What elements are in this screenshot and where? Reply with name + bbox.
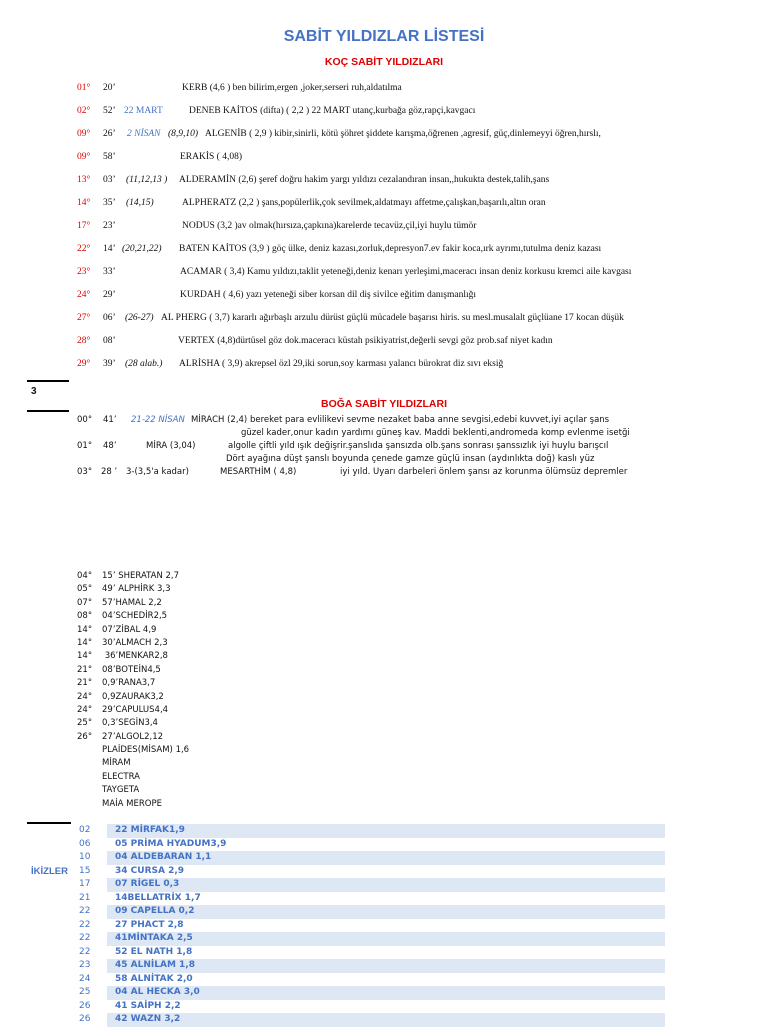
description: NODUS (3,2 )av olmak(hırsıza,çapkına)karelerde tecavüz,çil,iyi huylu tümör xyxy=(182,221,477,231)
degree: 10 xyxy=(79,852,91,862)
house-numbers: (8,9,10) xyxy=(168,129,199,139)
degree: 09° xyxy=(77,129,91,139)
table-row xyxy=(77,946,665,960)
description: KURDAH ( 4,6) yazı yeteneği siber korsan dil diş sivilce eğitim danışmanlığı xyxy=(180,290,477,300)
minute: 52’ xyxy=(103,106,116,116)
list-item xyxy=(77,583,189,596)
degree: 22 xyxy=(79,906,91,916)
minute: 39’ xyxy=(103,359,116,369)
list-item xyxy=(77,798,189,811)
page-title: SABİT YILDIZLAR LİSTESİ xyxy=(283,28,485,45)
ikizler-label: İKİZLER xyxy=(31,866,68,877)
koc-star-row xyxy=(0,81,768,95)
degree: 26 xyxy=(79,1000,91,1011)
minute: 06’ xyxy=(103,313,116,323)
degree: 23 xyxy=(79,960,91,970)
minute: 14’ xyxy=(103,244,116,254)
description: ALGENİB ( 2,9 ) kibir,sinirli, kötü şöhret şiddete karışma,öğrenen ,agresif, güç,dinlemeyyi öğren,hırslı, xyxy=(205,129,601,139)
degree: 05° xyxy=(77,584,93,595)
minute: 41’ xyxy=(103,415,117,425)
minute: 20’ xyxy=(103,83,116,93)
degree: 17 xyxy=(79,879,91,889)
star-entry: 34 CURSA 2,9 xyxy=(115,865,185,876)
description-cont: Dört ayağına düşt şanslı boyunda çenede gamze güçlü insan (aydınlıkta doğ) kaslı yüz xyxy=(226,454,595,464)
star-entry: 15’ SHERATAN 2,7 xyxy=(102,571,180,581)
minute: 26’ xyxy=(103,129,116,139)
description: iyi yıld. Uyarı darbeleri önlem şansı az korunma ölümsüz depremler xyxy=(340,467,628,477)
table-row xyxy=(77,932,665,946)
degree: 14° xyxy=(77,624,93,635)
star-entry: 22 MİRFAK1,9 xyxy=(107,824,665,838)
star-entry: 0,9’RANA3,7 xyxy=(102,678,156,689)
degree: 03° xyxy=(77,467,93,477)
table-row xyxy=(77,919,665,933)
minute: 29’ xyxy=(103,290,116,300)
star-entry: 30’ALMACH 2,3 xyxy=(102,637,168,648)
star-name: MESARTHİM ( 4,8) xyxy=(220,467,297,477)
list-item xyxy=(77,650,189,663)
koc-star-row xyxy=(0,311,768,325)
table-row xyxy=(77,865,665,879)
table-row xyxy=(77,1013,665,1027)
table-row xyxy=(77,959,665,973)
koc-star-row xyxy=(0,196,768,210)
star-entry: 41 SAİPH 2,2 xyxy=(115,1000,181,1011)
star-entry: 57’HAMAL 2,2 xyxy=(102,597,162,608)
degree: 24° xyxy=(77,290,91,300)
degree: 21 xyxy=(79,892,91,903)
description: MİRACH (2,4) bereket para evlilikevi sevme nezaket baba anne sevgisi,edebi kuvvet,iyi açılar şans xyxy=(191,415,610,425)
star-entry: 04’SCHEDİR2,5 xyxy=(102,611,168,622)
degree: 26° xyxy=(77,731,93,742)
table-row xyxy=(77,1000,665,1014)
star-entry: 49’ ALPHİRK 3,3 xyxy=(102,584,171,595)
section-divider-line xyxy=(27,822,71,824)
list-item xyxy=(77,624,189,637)
degree: 25° xyxy=(77,718,93,729)
degree: 25 xyxy=(79,987,91,997)
star-entry: 05 PRİMA HYADUM3,9 xyxy=(115,838,227,849)
star-entry: 08’BOTEİN4,5 xyxy=(102,664,161,675)
star-entry: 09 CAPELLA 0,2 xyxy=(107,905,665,919)
house-numbers: (26-27) xyxy=(125,313,154,323)
degree: 02° xyxy=(77,106,91,116)
degree: 22 xyxy=(79,933,91,943)
degree: 24 xyxy=(79,973,91,984)
degree: 28° xyxy=(77,336,91,346)
description: ACAMAR ( 3,4) Kamu yıldızı,taklit yeteneği,deniz kenarı yerleşimi,maceracı insan deniz korkusu kremci aile kavgası xyxy=(180,267,632,277)
degree: 14° xyxy=(77,651,93,662)
star-entry: 27’ALGOL2,12 xyxy=(102,731,164,742)
list-item xyxy=(77,664,189,677)
list-item xyxy=(77,597,189,610)
minute: 23’ xyxy=(103,221,116,231)
table-row xyxy=(77,838,665,852)
degree: 07° xyxy=(77,597,93,608)
star-entry: 36’MENKAR2,8 xyxy=(102,651,168,662)
table-row xyxy=(77,905,665,919)
degree: 22 xyxy=(79,946,91,957)
description: ALPHERATZ (2,2 ) şans,popülerlik,çok sevilmek,aldatmayı affetme,çalışkan,başarılı,altın oran xyxy=(182,198,546,208)
degree: 14° xyxy=(77,198,91,208)
list-item xyxy=(77,691,189,704)
star-entry: MİRAM xyxy=(102,758,131,769)
koc-star-row xyxy=(0,127,768,141)
description: KERB (4,6 ) ben bilirim,ergen ,joker,serseri ruh,aldatılma xyxy=(182,83,402,93)
date: 2 NİSAN xyxy=(127,129,161,139)
degree: 29° xyxy=(77,359,91,369)
ikizler-star-table xyxy=(77,824,665,1027)
page-break-line xyxy=(27,380,69,382)
list-item xyxy=(77,784,189,797)
list-item xyxy=(77,771,189,784)
degree: 06 xyxy=(79,838,91,849)
date: 21-22 NİSAN xyxy=(131,415,185,425)
degree: 14° xyxy=(77,637,93,648)
description: ALDERAMİN (2,6) şeref doğru hakim yargı yıldızı cezalandıran insan,,hukukta destek,talih,şans xyxy=(179,175,550,185)
degree: 26 xyxy=(79,1014,91,1024)
list-item xyxy=(77,610,189,623)
degree: 02 xyxy=(79,825,91,835)
star-entry: 04 ALDEBARAN 1,1 xyxy=(107,851,665,865)
boga-row-mirach xyxy=(0,414,768,427)
minute: 48’ xyxy=(103,441,117,451)
degree: 04° xyxy=(77,571,93,581)
degree: 22° xyxy=(77,244,91,254)
table-row xyxy=(77,986,665,1000)
page-number: 3 xyxy=(31,386,37,397)
minute: 58’ xyxy=(103,152,116,162)
star-entry: PLAİDES(MİSAM) 1,6 xyxy=(102,745,190,756)
description: ALRİSHA ( 3,9) akrepsel özl 29,iki sorun,soy karması yalancı bürokrat diz sıvı eksiğ xyxy=(179,359,504,369)
table-row xyxy=(77,892,665,906)
description-cont: güzel kader,onur kadın yardımı güneş kav. Maddi beklenti,andromeda komp evlenme isetği xyxy=(241,428,630,438)
description: AL PHERG ( 3,7) kararlı ağırbaşlı arzulu dürüst güçlü mücadele başarısı hiris. su mesl.musalalt güçlüane 17 kocan düşük xyxy=(161,313,624,323)
list-item xyxy=(77,677,189,690)
star-entry: 07’ZİBAL 4,9 xyxy=(102,624,157,635)
degree: 13° xyxy=(77,175,91,185)
star-entry: 0,3’SEGİN3,4 xyxy=(102,718,158,729)
degree: 01° xyxy=(77,83,91,93)
list-item xyxy=(77,757,189,770)
house-numbers: (14,15) xyxy=(126,198,154,208)
house-numbers: 3-(3,5'a kadar) xyxy=(126,467,189,477)
star-entry: 42 WAZN 3,2 xyxy=(107,1013,665,1027)
page-break-line xyxy=(27,410,69,412)
star-entry: 45 ALNİLAM 1,8 xyxy=(107,959,665,973)
koc-star-row xyxy=(0,357,768,371)
description: DENEB KAİTOS (difta) ( 2,2 ) 22 MART utanç,kurbağa göz,rapçi,kavgacı xyxy=(189,106,476,116)
list-item xyxy=(77,704,189,717)
boga-row-mira xyxy=(0,440,768,453)
list-item xyxy=(77,731,189,744)
description: VERTEX (4,8)dürtüsel göz dok.maceracı küstah psikiyatrist,değerli sevgi göz prob.saf niyet kadın xyxy=(178,336,553,346)
description: ERAKİS ( 4,08) xyxy=(180,152,243,162)
star-entry: 0,9ZAURAK3,2 xyxy=(102,691,164,702)
boga-star-list xyxy=(77,570,189,811)
minute: 03’ xyxy=(103,175,116,185)
house-numbers: (11,12,13 ) xyxy=(126,175,168,185)
star-entry: 58 ALNİTAK 2,0 xyxy=(115,973,193,984)
house-numbers: (20,21,22) xyxy=(122,244,162,254)
boga-section-heading: BOĞA SABİT YILDIZLARI xyxy=(321,398,447,410)
star-entry: 04 AL HECKA 3,0 xyxy=(107,986,665,1000)
date: 22 MART xyxy=(124,106,163,116)
star-entry: 14BELLATRİX 1,7 xyxy=(115,892,201,903)
star-entry: ELECTRA xyxy=(102,771,140,782)
star-name: MİRA (3,04) xyxy=(146,441,196,451)
koc-section-heading: KOÇ SABİT YILDIZLARI xyxy=(324,56,444,68)
minute: 08’ xyxy=(103,336,116,346)
star-entry: 41MİNTAKA 2,5 xyxy=(107,932,665,946)
koc-star-row xyxy=(0,265,768,279)
koc-star-row xyxy=(0,173,768,187)
minute: 35’ xyxy=(103,198,116,208)
degree: 15 xyxy=(79,865,91,876)
minute: 33’ xyxy=(103,267,116,277)
degree: 21° xyxy=(77,678,93,689)
table-row xyxy=(77,851,665,865)
koc-star-row xyxy=(0,219,768,233)
star-entry: 52 EL NATH 1,8 xyxy=(115,946,193,957)
list-item xyxy=(77,570,189,583)
boga-row-mesarthim xyxy=(0,466,768,479)
degree: 17° xyxy=(77,221,91,231)
degree: 24° xyxy=(77,704,93,715)
koc-star-row xyxy=(0,288,768,302)
star-entry: MAİA MEROPE xyxy=(102,798,162,809)
house-numbers: (28 alab.) xyxy=(125,359,163,369)
boga-row-mirach-cont xyxy=(0,427,768,440)
description: algolle çiftli yıld ışık değişrir.şanslıda şansızda olb.şans sonrası şanssızlık iyi huylu barışcıl xyxy=(228,441,609,451)
koc-star-row xyxy=(0,150,768,164)
koc-star-row xyxy=(0,242,768,256)
degree: 27° xyxy=(77,313,91,323)
degree: 00° xyxy=(77,415,93,425)
koc-star-row xyxy=(0,104,768,118)
list-item xyxy=(77,717,189,730)
star-entry: 29’CAPULUS4,4 xyxy=(102,704,169,715)
star-entry: TAYGETA xyxy=(102,785,140,796)
degree: 08° xyxy=(77,611,93,622)
degree: 21° xyxy=(77,664,93,675)
list-item xyxy=(77,744,189,757)
table-row xyxy=(77,878,665,892)
description: BATEN KAİTOS (3,9 ) göç ülke, deniz kazası,zorluk,depresyon7.ev fakir koca,ırk ayrımı,tutulma deniz kazası xyxy=(179,244,602,254)
degree: 22 xyxy=(79,919,91,930)
list-item xyxy=(77,637,189,650)
minute: 28 ’ xyxy=(101,467,118,477)
table-row xyxy=(77,824,665,838)
star-entry: 07 RİGEL 0,3 xyxy=(107,878,665,892)
degree: 09° xyxy=(77,152,91,162)
star-entry: 27 PHACT 2,8 xyxy=(115,919,184,930)
degree: 01° xyxy=(77,441,93,451)
table-row xyxy=(77,973,665,987)
degree: 24° xyxy=(77,691,93,702)
boga-row-mira-cont xyxy=(0,453,768,466)
koc-star-row xyxy=(0,334,768,348)
degree: 23° xyxy=(77,267,91,277)
